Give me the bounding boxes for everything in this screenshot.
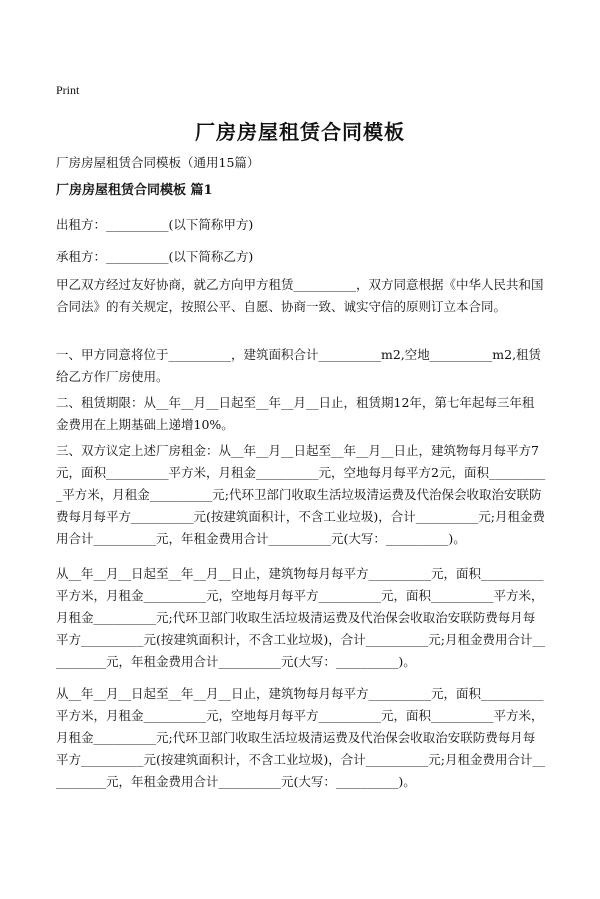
article-3-paragraph: 三、双方议定上述厂房租金：从__年__月__日起至__年__月__日止，建筑物每月每平方7元，面积__________平方米，月租金__________元，空地每月每平方2元，面积__________平方米，月租金__________元;代环卫部门收取生活垃圾清运费及代治保会收取治安联防费每月每平方__________元(按建筑面积计，不含工业垃圾)，合计__________元;月租金费用合计__________元，年租金费用合计__________元(大写：__________)。 [56, 443, 546, 546]
article-2-paragraph: 二、租赁期限：从__年__月__日起至__年__月__日止，租赁期12年，第七年起每三年租金费用在上期基础上递增10%。 [56, 395, 535, 432]
document-subtitle: 厂房房屋租赁合同模板（通用15篇） [56, 155, 260, 170]
rent-period-paragraph-1: 从__年__月__日起至__年__月__日止，建筑物每月每平方__________元，面积__________平方米，月租金__________元，空地每月每平方__________元，面积__________平方米，月租金__________元;代环卫部门收取生活垃圾清运费及代治保会收取治安联防费每月每平方__________元(按建筑面积计，不含工业垃圾)，合计__________元;月租金费用合计__________元，年租金费用合计__________元(大写：__________)。 [56, 566, 545, 669]
article-1-paragraph: 一、甲方同意将位于__________，建筑面积合计__________m2,空地__________m2,租赁给乙方作厂房使用。 [56, 347, 542, 384]
section-heading: 厂房房屋租赁合同模板 篇1 [56, 183, 213, 198]
document-title: 厂房房屋租赁合同模板 [195, 120, 405, 144]
lessee-line: 承租方：__________(以下简称乙方) [56, 249, 254, 264]
intro-paragraph: 甲乙双方经过友好协商，就乙方向甲方租赁__________，双方同意根据《中华人民共和国合同法》的有关规定，按照公平、自愿、协商一致、诚实守信的原则订立本合同。 [56, 277, 544, 314]
print-label: Print [56, 83, 80, 97]
lessor-line: 出租方：__________(以下简称甲方) [56, 217, 254, 232]
rent-period-paragraph-2: 从__年__月__日起至__年__月__日止，建筑物每月每平方__________元，面积__________平方米，月租金__________元，空地每月每平方__________元，面积__________平方米，月租金__________元;代环卫部门收取生活垃圾清运费及代治保会收取治安联防费每月每平方__________元(按建筑面积计，不含工业垃圾)，合计__________元;月租金费用合计__________元，年租金费用合计__________元(大写：__________)。 [56, 686, 545, 789]
